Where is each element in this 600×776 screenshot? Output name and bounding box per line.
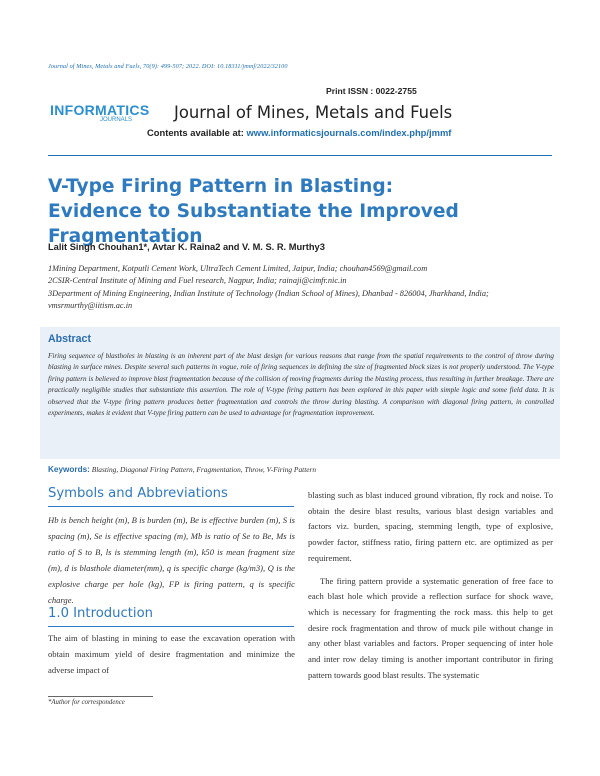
journal-title: Journal of Mines, Metals and Fuels: [174, 103, 453, 122]
affiliation-1: 1Mining Department, Kotputli Cement Work, UltraTech Cement Limited, Jaipur, India; chouhan4569@gmail.com: [48, 264, 428, 273]
issn: Print ISSN : 0022-2755: [326, 86, 417, 96]
introduction-heading: 1.0 Introduction: [48, 606, 154, 621]
affiliation-3: 3Department of Mining Engineering, Indian Institute of Technology (Indian School of Mines), Dhanbad - 826004, Jharkhand, India; vmsrmurthy@iitism.ac.in: [48, 288, 489, 310]
footnote-rule: [48, 696, 153, 697]
introduction-text: The aim of blasting in mining to ease the excavation operation with obtain maximum yield of desire fragmentation and minimize the adverse impact of: [48, 633, 295, 675]
introduction-rule: [48, 626, 294, 627]
journal-url-link[interactable]: www.informaticsjournals.com/index.php/jmmf: [246, 127, 452, 138]
paper-title: V-Type Firing Pattern in Blasting: Evidence to Substantiate the Improved Fragmentation: [48, 176, 459, 247]
contents-label: Contents available at:: [147, 127, 244, 138]
running-head: Journal of Mines, Metals and Fuels, 70(9): 499-507; 2022. DOI: 10.18311/jmmf/2022/32100: [48, 63, 288, 70]
publisher-logo: [50, 102, 150, 137]
right-column: [308, 488, 553, 683]
symbols-rule: [48, 506, 294, 507]
contents-line: [147, 127, 451, 138]
symbols-heading: Symbols and Abbreviations: [48, 486, 228, 501]
symbols-text: Hb is bench height (m), B is burden (m), Be is effective burden (m), S is spacing (m), Se is effective spacing (m), Mb is ratio of Se to Be, Ms is ratio of S to B, ls is stemming length (m), k50 is mean fragment size (m), d is blasthole diameter(mm), q is specific charge (kg/m3), Q is the explosive charge per hole (kg), FP is firing pattern, q is specific charge.: [48, 515, 295, 605]
right-paragraph-2: The firing pattern provide a systematic generation of free face to each blast hole which provide a reflection surface for shock wave, which is necessary for fragmenting the rock mass. this help to get desire rock fragmentation and throw of muck pile without change in any other blast variables and factors. Proper sequencing of inter hole and inter row delay timing is another important contributor in firing pattern towards good blast results. The systematic: [308, 575, 553, 680]
affiliation-2: 2CSIR-Central Institute of Mining and Fuel research, Nagpur, India; rainaji@cimfr.nic.in: [48, 276, 347, 286]
footnote: *Author for correspondence: [48, 699, 125, 706]
keywords-text: Blasting, Diagonal Firing Pattern, Fragmentation, Throw, V-Firing Pattern: [91, 465, 317, 474]
right-paragraph-1: blasting such as blast induced ground vibration, fly rock and noise. To obtain the desire blast results, various blast design variables and factors viz. burden, spacing, stemming length, type of explosive, powder factor, stiffness ratio, firing pattern etc. are optimized as per requirement.: [308, 490, 553, 563]
header-divider: [48, 155, 552, 156]
abstract-box: [40, 327, 560, 459]
affiliations: [48, 263, 553, 312]
keywords-label: Keywords:: [48, 465, 90, 474]
logo-sub-text: JOURNALS: [99, 117, 132, 123]
logo-main-text: INFORMATICS: [50, 102, 150, 118]
abstract-heading: Abstract: [48, 333, 91, 345]
authors: Lalit Singh Chouhan1*, Avtar K. Raina2 and V. M. S. R. Murthy3: [48, 242, 325, 252]
keywords: [48, 465, 558, 474]
abstract-text: Firing sequence of blastholes in blasting is an inherent part of the blast design for various reasons that range from the spatial requirements to the control of throw during blasting in surface mines. Despite several such patterns in vogue, role of firing sequences in defining the size of fragmented block sizes is not properly understood. The V-type firing pattern is believed to improve blast fragmentation because of the collision of moving fragments during the blasting process, thus resulting in further breakage. There are practically negligible studies that substantiate this assertion. The role of V-type firing pattern has been explored in this paper with simple logic and some field data. It is observed that the V-type firing pattern produces better fragmentation and controls the throw during blasting. A comparison with diagonal firing pattern, in controlled experiments, makes it evident that V-type firing pattern can be used to advantage for fragmentation improvement.: [48, 352, 554, 418]
